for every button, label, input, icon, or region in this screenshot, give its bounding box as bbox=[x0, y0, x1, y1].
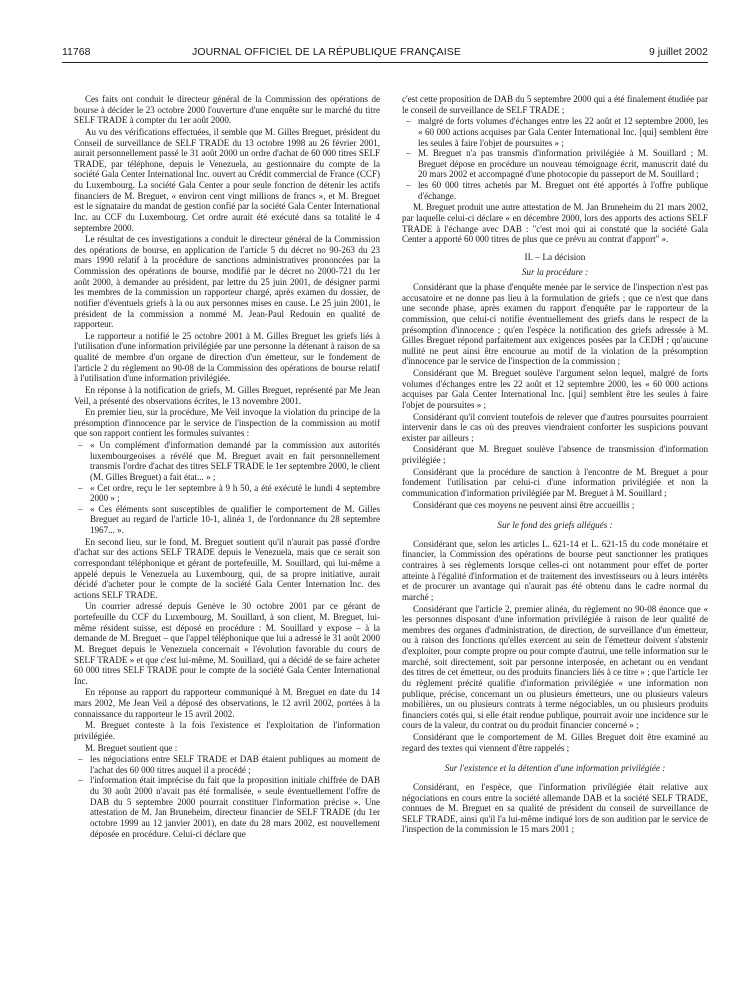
paragraph: M. Breguet produit une autre attestation de M. Jan Bruneheim du 21 mars 2002, par laquelle celui-ci déclare « en décembre 2000, lors des apports des actions SELF TRADE à l'échange avec DAB : "c'est moi qui ai constaté que la société Gala Center a apporté 60 000 titres de plus que ce prévu au contrat d'apport" ». bbox=[402, 202, 708, 245]
paragraph: Considérant que, selon les articles L. 621-14 et L. 621-15 du code monétaire et financier, la Commission des opérations de bourse peut sanctionner les pratiques contraires à ses règlements lorsque celles-ci ont notamment pour effet de porter atteinte à l'égalité d'information et de traitement des investisseurs ou à leurs intérêts et de procurer un avantage qui n'aurait pas été obtenu dans le cadre normal du marché ; bbox=[402, 538, 708, 602]
paragraph: Le résultat de ces investigations a conduit le directeur général de la Commission des opérations de bourse, en application de l'article 5 du décret no 90-263 du 23 mars 1990 relatif à la procédure de sanctions administratives prononcées par la Commission des opérations de bourse, modifié par le décret no 2000-721 du 1er août 2000, à demander au président, par lettre du 25 juin 2001, de désigner parmi les membres de la commission un rapporteur chargé, après examen du dossier, de notifier d'éventuels griefs à la ou aux personnes mises en cause. Le 25 juin 2001, le président de la commission a nommé M. Jean-Paul Redouin en qualité de rapporteur. bbox=[74, 234, 380, 330]
paragraph: Considérant, en l'espèce, que l'information privilégiée était relative aux négociations en cours entre la société allemande DAB et la société SELF TRADE, connues de M. Breguet en sa qualité de président du conseil de surveillance de SELF TRADE, ainsi qu'il l'a lui-même indiqué lors de son audition par le service de l'inspection de la commission le 15 mars 2001 ; bbox=[402, 781, 708, 835]
paragraph: En premier lieu, sur la procédure, Me Veil invoque la violation du principe de la présomption d'innocence par le service de l'inspection de la commission au motif que son rapport contient les formules suivantes : bbox=[74, 407, 380, 439]
paragraph: Considérant que le comportement de M. Gilles Breguet doit être examiné au regard des textes qui viennent d'être rappelés ; bbox=[402, 732, 708, 753]
subsection-heading: Sur le fond des griefs allégués : bbox=[497, 520, 613, 531]
list-item: – les 60 000 titres achetés par M. Breguet ont été apportés à l'offre publique d'échange. bbox=[406, 180, 708, 201]
dash-list bbox=[74, 754, 380, 839]
paragraph: Considérant que l'article 2, premier alinéa, du règlement no 90-08 énonce que « les personnes disposant d'une information privilégiée à raison de leur qualité de membres des organes d'administration, de direction, de surveillance d'un émetteur, ou à raison des fonctions qu'elles exercent au sein de l'émetteur doivent s'abstenir d'exploiter, pour compte propre ou pour compte d'autrui, une telle information sur le marché, soit directement, soit par personne interposée, en achetant ou en vendant des titres de cet émetteur, ou des produits financiers liés à ce titre » ; que l'article 1er du règlement précité qualifie d'information privilégiée « une information non publique, précise, concernant un ou plusieurs émetteurs, une ou plusieurs valeurs mobilières, un ou plusieurs contrats à terme négociables, un ou plusieurs produits financiers cotés qui, si elle était rendue publique, pourrait avoir une incidence sur le cours de la valeur, du contrat ou du produit financier concerné » ; bbox=[402, 603, 708, 731]
list-item: – malgré de forts volumes d'échanges entre les 22 août et 12 septembre 2000, les « 60 000 actions acquises par Gala Center International Inc. [qui] semblent être les seules à faire l'objet de poursuites » ; bbox=[406, 116, 708, 148]
section-heading: II. – La décision bbox=[524, 252, 586, 263]
journal-title: JOURNAL OFFICIEL DE LA RÉPUBLIQUE FRANÇAISE bbox=[192, 46, 461, 58]
right-text-column bbox=[402, 94, 708, 836]
left-text-column bbox=[74, 94, 380, 840]
list-item: – les négociations entre SELF TRADE et DAB étaient publiques au moment de l'achat des 60 000 titres auquel il a procédé ; bbox=[78, 754, 380, 775]
paragraph: c'est cette proposition de DAB du 5 septembre 2000 qui a été finalement étudiée par le conseil de surveillance de SELF TRADE ; bbox=[402, 94, 708, 115]
issue-date: 9 juillet 2002 bbox=[649, 46, 708, 58]
subsection-heading: Sur l'existence et la détention d'une information privilégiée : bbox=[444, 763, 666, 774]
paragraph: Considérant qu'il convient toutefois de relever que d'autres poursuites pourraient intervenir dans le cas où des preuves viendraient conforter les suspicions pouvant exister par ailleurs ; bbox=[402, 411, 708, 443]
list-item: – « Cet ordre, reçu le 1er septembre à 9 h 50, a été exécuté le lundi 4 septembre 2000 » ; bbox=[78, 483, 380, 504]
page-number: 11768 bbox=[62, 46, 91, 58]
list-item: – M. Breguet n'a pas transmis d'information privilégiée à M. Souillard ; M. Breguet dépose en procédure un nouveau témoignage écrit, manuscrit daté du 20 mars 2002 et accompagné d'une photocopie du passeport de M. Souillard ; bbox=[406, 148, 708, 180]
paragraph: Considérant que M. Breguet soulève l'argument selon lequel, malgré de forts volumes d'échanges entre les 22 août et 12 septembre 2000, les « 60 000 actions acquises par Gala Center International Inc. [qui] semblent être les seules à faire l'objet de poursuites » ; bbox=[402, 368, 708, 410]
list-item: – « Un complément d'information demandé par la commission aux autorités luxembourgeoises a révélé que M. Breguet avait en fait personnellement transmis l'ordre d'achat des titres SELF TRADE le 1er septembre 2000, le client (M. Gilles Breguet) a fait état... » ; bbox=[78, 440, 380, 483]
paragraph: Considérant que la procédure de sanction à l'encontre de M. Breguet a pour fondement l'utilisation par celui-ci d'une information privilégiée et non la communication d'information privilégiée par M. Breguet à M. Souillard ; bbox=[402, 466, 708, 498]
paragraph: Considérant que ces moyens ne peuvent ainsi être accueillis ; bbox=[413, 499, 635, 510]
dash-list bbox=[74, 440, 380, 536]
header-rule bbox=[62, 62, 708, 63]
paragraph: Le rapporteur a notifié le 25 octobre 2001 à M. Gilles Breguet les griefs liés à l'utilisation d'une information privilégiée par une personne la détenant à raison de sa qualité de membre d'un organe de direction d'un émetteur, sur le fondement de l'article 2 du règlement no 90-08 de la Commission des opérations de bourse relatif à l'utilisation d'une information privilégiée. bbox=[74, 330, 380, 384]
page-header bbox=[62, 46, 708, 60]
list-item: – l'information était imprécise du fait que la proposition initiale chiffrée de DAB du 30 août 2000 n'avait pas été formalisée, « seule éventuellement l'offre de DAB du 5 septembre 2000 pourrait constituer l'information précise ». Une attestation de M. Jan Bruneheim, directeur financier de SELF TRADE (du 1er octobre 1999 au 12 janvier 2001), en date du 28 mars 2002, est nouvellement déposée en procédure. Celui-ci déclare que bbox=[78, 775, 380, 839]
paragraph: En second lieu, sur le fond, M. Breguet soutient qu'il n'aurait pas passé d'ordre d'achat sur des actions SELF TRADE depuis le Venezuela, mais que ce serait son correspondant téléphonique et gérant de portefeuille, M. Souillard, qui lui-même a appelé depuis le Venezuela au Luxembourg, qui, de sa propre initiative, aurait décidé d'acheter pour le compte de la société Gala Center Internation Inc. des actions SELF TRADE. bbox=[74, 536, 380, 600]
list-item: – « Ces éléments sont susceptibles de qualifier le comportement de M. Gilles Breguet au regard de l'article 10-1, alinéa 1, de l'ordonnance du 28 septembre 1967... ». bbox=[78, 504, 380, 536]
paragraph: M. Breguet conteste à la fois l'existence et l'exploitation de l'information privilégiée. bbox=[74, 720, 380, 741]
subsection-heading: Sur la procédure : bbox=[521, 267, 589, 278]
paragraph: En réponse à la notification de griefs, M. Gilles Breguet, représenté par Me Jean Veil, a présenté des observations écrites, le 13 novembre 2001. bbox=[74, 384, 380, 406]
paragraph: Considérant que la phase d'enquête menée par le service de l'inspection n'est pas accusatoire et ne donne pas lieu à la formulation de griefs ; que ce n'est que dans une seconde phase, après examen du rapport d'enquête par le rapporteur de la commission, que celui-ci notifie éventuellement des griefs dans le respect de la présomption d'innocence ; qu'en l'espèce la notification des griefs adressée à M. Gilles Breguet répond parfaitement aux exigences posées par la CEDH ; qu'aucune nullité ne peut ainsi être encourue au motif de la violation de la présomption d'innocence par le service de l'inspection de la commission ; bbox=[402, 282, 708, 367]
paragraph: Ces faits ont conduit le directeur général de la Commission des opérations de bourse à décider le 23 octobre 2000 l'ouverture d'une enquête sur le marché du titre SELF TRADE à compter du 1er août 2000. bbox=[74, 94, 380, 126]
dash-list bbox=[402, 116, 708, 201]
paragraph: Un courrier adressé depuis Genève le 30 octobre 2001 par ce gérant de portefeuille du CCF du Luxembourg, M. Souillard, à son client, M. Breguet, lui-même résident suisse, est déposé en procédure : M. Souillard y expose – à la demande de M. Breguet – que l'appel téléphonique que lui a adressé le 31 août 2000 M. Breguet depuis le Venezuela concernait « l'évolution favorable du cours de SELF TRADE » et que c'est lui-même, M. Souillard, qui a décidé de se faire acheter 60 000 titres SELF TRADE pour le compte de la société Gala Center International Inc. bbox=[74, 601, 380, 686]
paragraph: M. Breguet soutient que : bbox=[85, 742, 178, 753]
paragraph: Au vu des vérifications effectuées, il semble que M. Gilles Breguet, président du Conseil de surveillance de SELF TRADE du 13 octobre 1998 au 26 février 2001, aurait personnellement passé le 31 août 2000 un ordre d'achat de 60 000 titres SELF TRADE, par téléphone, depuis le Venezuela, au gestionnaire du compte de la société Gala Center International Inc. ouvert au Crédit commercial de France (CCF) du Luxembourg. La société Gala Center a pour seule fonction de détenir les actifs financiers de M. Breguet, « environ cent vingt millions de francs », et M. Breguet est le signataire du mandat de gestion confié par la société Gala Center International Inc. au CCF du Luxembourg. Cet ordre aurait été exécuté dans sa totalité le 4 septembre 2000. bbox=[74, 126, 380, 233]
paragraph: Considérant que M. Breguet soulève l'absence de transmission d'information privilégiée ; bbox=[402, 444, 708, 465]
paragraph: En réponse au rapport du rapporteur communiqué à M. Breguet en date du 14 mars 2002, Me Jean Veil a déposé des observations, le 12 avril 2002, portées à la connaissance du rapporteur le 15 avril 2002. bbox=[74, 687, 380, 719]
